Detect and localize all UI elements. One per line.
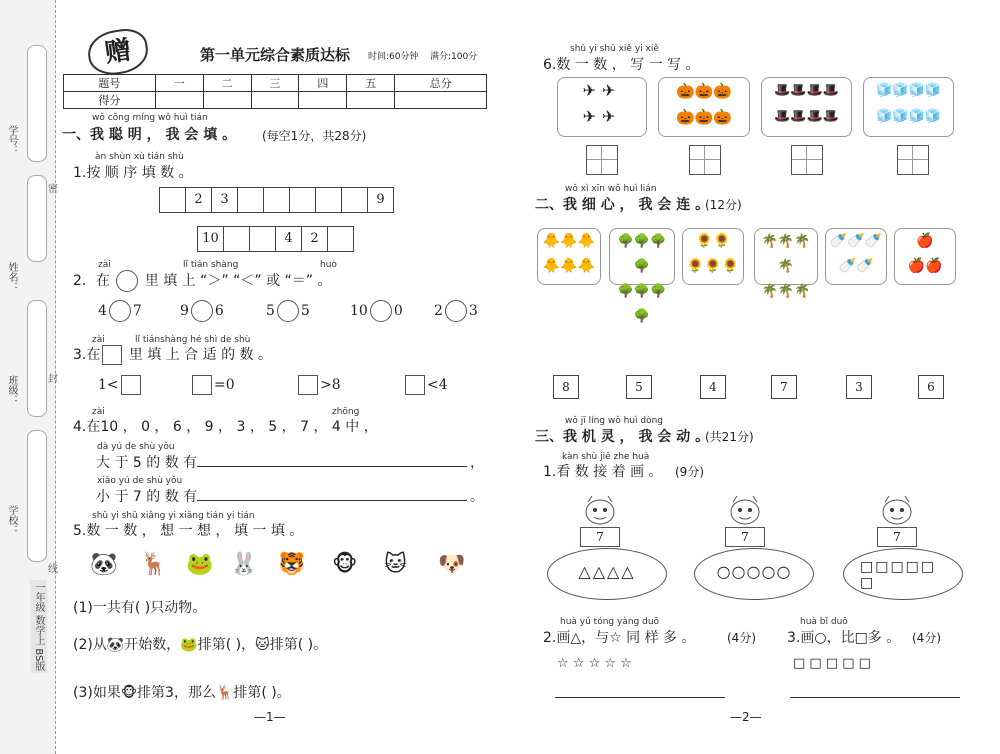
score-input[interactable] [155,92,203,109]
bottle-icon: 🍼 [864,233,883,249]
panda-icon: 🐼 [90,552,118,577]
chick-icon: 🐥 [560,258,578,274]
write-grid[interactable] [586,145,618,175]
bottle-icon: 🍼 [856,258,874,274]
q3-text [73,344,272,365]
sec3-q1: 1.看 数 接 着 画 。 [543,464,663,480]
palm-icon: 🌴 [794,234,811,249]
cat-icon: 🐱 [384,552,407,577]
student-id-field[interactable] [27,45,47,162]
q5-text: 5.数 一 数 ， 想 一 想 ， 填 一 填 。 [73,523,304,539]
score-cell: 得分 [64,92,156,109]
score-input[interactable] [347,92,395,109]
q6-pinyin: shǔ yi shǔ xiě yi xiě [570,44,659,54]
fill-item [98,375,143,395]
fill-text: =0 [214,377,235,393]
match-box-flowers[interactable] [682,228,744,285]
palm-icon: 🌴 [761,284,778,299]
name-label: 姓名： [6,262,17,292]
q4-l2: 小 于 7 的 数 有 [96,489,198,505]
sec3-q3-pinyin: huà bǐ duō [800,617,848,627]
tree-icon: 🌳 [617,234,634,249]
deer-icon: 🦌 [215,685,234,701]
q2-pinyin-a: zài [98,260,111,270]
q3-text-b: 里 填 上 合 适 的 数 。 [128,347,272,363]
draw-oval-squares[interactable] [843,548,963,600]
seal-mark-feng: 封 [48,374,58,385]
deer-icon: 🦌 [140,552,168,577]
score-input[interactable] [251,92,299,109]
circle-shapes: ○○○○○ [716,562,792,581]
sec3-q3: 3.画○，比□多 。 [787,630,901,646]
seq-cell[interactable] [159,187,186,213]
hat-icon: 🎩 [822,109,839,124]
score-table [63,74,487,109]
match-box-chicks[interactable] [537,228,601,285]
q4-l1-end: ， [470,455,484,471]
hat-icon: 🎩 [774,109,791,124]
page-number-2: —2— [730,710,762,724]
cow-mascot-icon [580,492,620,528]
compare-circle[interactable] [277,300,299,322]
flower-icon: 🌻 [721,258,740,274]
num: 6 [214,303,224,319]
q1-text: 1.按 顺 序 填 数 。 [73,165,193,181]
answer-square[interactable] [192,375,212,395]
write-grid[interactable] [689,145,721,175]
flower-icon: 🌻 [686,258,705,274]
score-cell: 三 [251,75,299,92]
cube-icon: 🧊 [924,83,941,98]
monkey-icon: 🐵 [332,552,358,577]
compare-circle[interactable] [191,300,213,322]
match-box-bottles[interactable] [825,228,887,285]
compare-circle[interactable] [370,300,392,322]
seq-cell[interactable]: 9 [367,187,394,213]
compare-item [98,300,142,322]
s2-d: 排第( )。 [269,637,328,653]
match-box-trees[interactable] [609,228,675,324]
plane-icon: ✈ [582,107,602,126]
plane-icon: ✈ [582,81,602,100]
fill-item [403,375,448,395]
count-box-hats [761,77,852,137]
q4-pinyin-b: zhōng [332,407,360,417]
match-number[interactable]: 6 [918,375,944,399]
num: 5 [266,303,275,319]
sec2-title: 二、我 细 心 ， 我 会 连 。 [535,197,710,213]
answer-line-greater5[interactable] [197,466,467,467]
s2-b: 开始数， [124,637,181,653]
class-field[interactable] [27,300,47,417]
triangle-shapes: △△△△ [578,562,636,581]
bottle-icon: 🍼 [829,233,848,249]
count-box-planes [557,77,647,137]
score-cell: 四 [299,75,347,92]
plane-icon: ✈ [602,81,622,100]
hat-icon: 🎩 [806,109,823,124]
chick-icon: 🐥 [577,258,596,274]
sequence-row-2 [198,226,354,252]
pumpkin-icon: 🎃 [694,82,714,100]
score-input[interactable] [203,92,251,109]
num: 2 [434,303,443,319]
count-box-pumpkins [658,77,750,137]
answer-square-sample [102,345,122,365]
count-box-cubes [863,77,954,137]
pumpkin-icon: 🎃 [675,82,695,100]
sec2-pinyin: wǒ xì xīn wǒ huì lián [565,184,657,194]
monkey-icon: 🐵 [120,685,138,701]
cow-mascot-icon [725,492,765,528]
num: 5 [300,303,310,319]
plane-icon: ✈ [602,107,622,126]
fill-text: <4 [427,377,448,393]
score-cell: 总分 [395,75,487,92]
page-number-1: —1— [254,710,286,724]
match-box-palms[interactable] [754,228,818,299]
draw-line-triangles[interactable] [555,697,725,698]
answer-square[interactable] [121,375,141,395]
num: 7 [132,303,142,319]
binding-margin [0,0,56,754]
q4-l2-end: 。 [470,489,484,505]
exam-score: 满分:100分 [430,52,478,62]
seq-cell[interactable] [289,187,316,213]
tree-icon: 🌳 [617,284,634,299]
seal-mark-xian: 线 [48,564,58,575]
seq-cell[interactable] [249,226,276,252]
square-shapes: □□□□□ [860,559,937,575]
pumpkin-icon: 🎃 [713,108,733,126]
score-cell: 五 [347,75,395,92]
draw-oval-circles[interactable] [694,548,814,600]
cube-icon: 🧊 [908,109,925,124]
pumpkin-icon: 🎃 [694,108,714,126]
apple-icon: 🍎 [916,233,934,249]
hat-icon: 🎩 [790,83,807,98]
seq-cell[interactable] [223,226,250,252]
cube-icon: 🧊 [892,109,909,124]
star-row: ☆ ☆ ☆ ☆ ☆ [557,656,632,671]
hat-icon: 🎩 [806,83,823,98]
sec3-q2-pinyin: huà yǔ tóng yàng duō [560,617,660,627]
seq-cell[interactable] [341,187,368,213]
seq-cell[interactable]: 10 [197,226,224,252]
q3-text-a: 3.在 [73,347,101,363]
q5-s2 [73,634,327,654]
cat-icon: 🐱 [255,637,270,653]
compare-item [434,300,478,322]
compare-circle[interactable] [445,300,467,322]
hat-icon: 🎩 [822,83,839,98]
sec3-q1-note: (9分) [675,465,704,479]
pumpkin-icon: 🎃 [713,82,733,100]
student-id-label: 学号： [6,125,17,155]
sequence-row-1 [160,187,394,213]
q4-l1-pinyin: dà yú de shù yǒu [97,442,175,452]
cube-icon: 🧊 [876,83,893,98]
palm-icon: 🌴 [777,284,795,299]
q5-s1: (1)一共有( )只动物。 [73,600,207,616]
number-board: 7 [725,527,765,547]
sec3-q1-pinyin: kàn shù jiē zhe huà [562,452,650,462]
palm-icon: 🌴 [794,284,811,299]
tree-icon: 🌳 [633,284,651,299]
seq-cell[interactable] [327,226,354,252]
score-cell: 一 [155,75,203,92]
rabbit-icon: 🐰 [230,552,258,577]
square-shape-extra: □ [860,575,876,591]
cube-icon: 🧊 [892,83,909,98]
exam-time: 时间:60分钟 [368,52,419,62]
score-input[interactable] [395,92,487,109]
q6-text: 6.数 一 数 ， 写 一 写 。 [543,57,700,73]
q4-l1: 大 于 5 的 数 有 [96,455,198,471]
num: 10 [350,303,368,319]
q4-pinyin-a: zài [92,407,105,417]
seq-cell[interactable] [237,187,264,213]
compare-item [266,300,310,322]
flower-icon: 🌻 [713,233,731,249]
apple-icon: 🍎 [907,258,925,274]
match-number[interactable]: 8 [553,375,579,399]
q4-text: 4.在10 ， 0 ， 6 ， 9 ， 3 ， 5 ， 7 ， 4 中 ， [73,419,378,435]
palm-icon: 🌴 [777,259,795,274]
tree-icon: 🌳 [650,234,667,249]
compare-circle-sample [116,270,138,292]
cube-icon: 🧊 [924,109,941,124]
class-label: 班级： [6,375,17,405]
pumpkin-icon: 🎃 [675,108,695,126]
score-cell: 二 [203,75,251,92]
frog-icon: 🐸 [186,552,214,577]
fill-item [190,375,235,395]
match-number[interactable]: 3 [846,375,872,399]
s3-b: 排第3，那么 [137,685,216,701]
seq-cell[interactable]: 2 [185,187,212,213]
seq-cell[interactable] [315,187,342,213]
compare-item [350,300,403,322]
num: 9 [180,303,189,319]
match-number[interactable]: 4 [700,375,726,399]
compare-circle[interactable] [109,300,131,322]
chick-icon: 🐥 [560,233,578,249]
sec3-q2: 2.画△，与☆ 同 样 多 。 [543,630,696,646]
sec3-note: (共21分) [705,430,754,444]
page-title: 第一单元综合素质达标 [200,46,351,64]
school-field[interactable] [27,430,47,562]
apple-icon: 🍎 [925,258,943,274]
q2-pinyin-c: huò [320,260,337,270]
tree-icon: 🌳 [633,234,651,249]
q2-pinyin-b: lǐ tián shàng [183,260,239,270]
score-cell: 题号 [64,75,156,92]
q5-s3 [73,682,291,702]
tree-icon: 🌳 [650,284,667,299]
gift-stamp: 赠 [85,26,151,78]
q5-pinyin: shǔ yi shǔ xiǎng yi xiǎng tián yi tián [92,511,255,521]
sec3-title: 三、我 机 灵 ， 我 会 动 。 [535,429,710,445]
q2-text-b: 里 填 上 “＞” “＜” 或 “＝” 。 [144,273,332,289]
chick-icon: 🐥 [577,233,596,249]
bottle-icon: 🍼 [847,233,865,249]
num: 4 [98,303,107,319]
school-label: 学校： [6,505,17,535]
seq-cell[interactable]: 4 [275,226,302,252]
draw-line-circles[interactable] [790,697,960,698]
tree-icon: 🌳 [633,259,651,274]
hat-icon: 🎩 [774,83,791,98]
hat-icon: 🎩 [790,109,807,124]
sec1-pinyin: wǒ cōng míng wǒ huì tián [92,113,208,123]
number-board: 7 [877,527,917,547]
score-input[interactable] [299,92,347,109]
num: 3 [468,303,478,319]
seal-mark-mi: 密 [48,184,58,195]
palm-icon: 🌴 [761,234,778,249]
answer-square[interactable] [298,375,318,395]
flower-icon: 🌻 [695,233,713,249]
match-number[interactable]: 5 [626,375,652,399]
sec2-note: (12分) [705,198,742,212]
write-grid[interactable] [897,145,929,175]
chick-icon: 🐥 [542,233,561,249]
sec1-title: 一、我 聪 明 ， 我 会 填 。 [62,127,237,143]
s3-c: 排第( )。 [233,685,291,701]
grade-label: 一年级 数学上 BS版 [30,580,47,673]
bottle-icon: 🍼 [838,258,856,274]
draw-oval-triangles[interactable] [547,548,667,600]
dog-icon: 🐶 [438,552,466,577]
compare-item [180,300,224,322]
number-board: 7 [580,527,620,547]
match-box-apples[interactable] [894,228,956,285]
s2-c: 排第( )， [197,637,256,653]
sec3-q2-note: (4分) [727,631,756,645]
q4-l2-pinyin: xiǎo yú de shù yǒu [97,476,183,486]
s2-a: (2)从 [73,637,107,653]
answer-line-less7[interactable] [197,500,467,501]
square-row: □ □ □ □ □ [793,656,871,671]
sec1-note: (每空1分，共28分) [262,129,367,143]
palm-icon: 🌴 [777,234,795,249]
s3-a: (3)如果 [73,685,121,701]
fill-text: 1< [98,377,119,393]
cube-icon: 🧊 [908,83,925,98]
match-number[interactable]: 7 [771,375,797,399]
num: 0 [393,303,403,319]
seq-cell[interactable] [263,187,290,213]
answer-square[interactable] [405,375,425,395]
sec3-pinyin: wǒ jī líng wǒ huì dòng [565,416,664,426]
cube-icon: 🧊 [876,109,893,124]
frog-icon: 🐸 [180,637,198,653]
fill-text: >8 [320,377,341,393]
cow-mascot-icon [877,492,917,528]
write-grid[interactable] [791,145,823,175]
q2-text-a: 2．在 [73,273,110,289]
name-field[interactable] [27,175,47,262]
seq-cell[interactable]: 2 [301,226,328,252]
q1-pinyin: àn shùn xù tián shù [95,152,184,162]
tree-icon: 🌳 [633,309,651,324]
seq-cell[interactable]: 3 [211,187,238,213]
flower-icon: 🌻 [704,258,722,274]
q2-text [73,270,332,292]
q3-pinyin-a: zài [92,335,105,345]
tiger-icon: 🐯 [278,552,306,577]
q3-pinyin-b: lǐ tiánshàng hé shì de shù [135,335,251,345]
fill-item [296,375,341,395]
panda-icon: 🐼 [106,637,125,653]
chick-icon: 🐥 [542,258,561,274]
sec3-q3-note: (4分) [912,631,941,645]
